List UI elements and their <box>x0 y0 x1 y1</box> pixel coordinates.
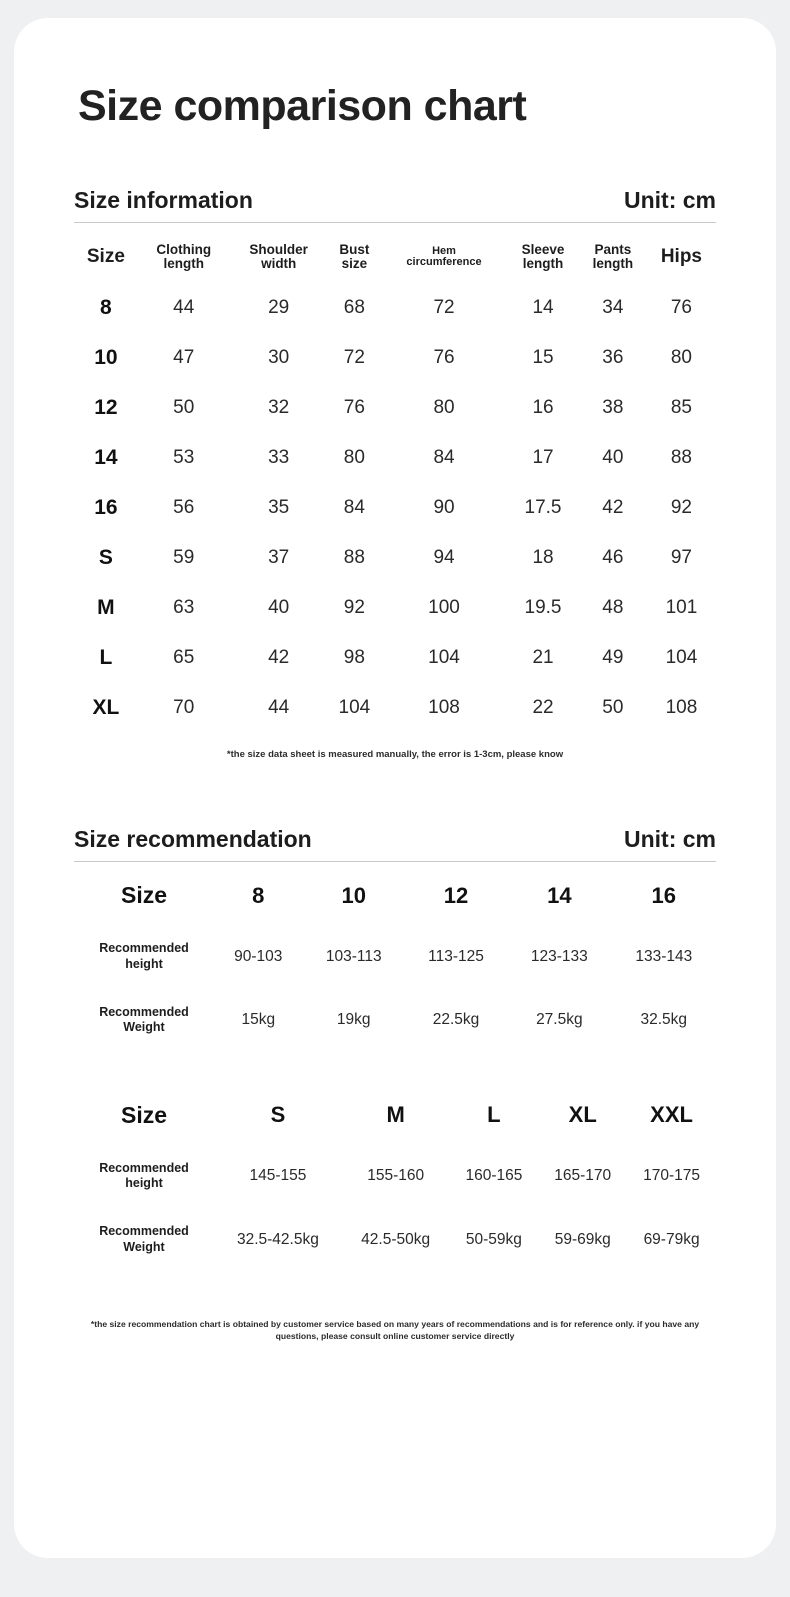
column-header: Clothing length <box>156 242 212 272</box>
measurement-value: 85 <box>670 397 692 419</box>
recommended-weight-value: 69-79kg <box>643 1230 700 1248</box>
column-header: Hem circumference <box>406 244 482 269</box>
measurement-value: 100 <box>428 597 460 619</box>
measurement-value: 44 <box>173 297 195 319</box>
recommended-weight-value: 15kg <box>241 1011 276 1029</box>
size-label: L <box>99 646 113 670</box>
column-header: Size <box>86 246 125 268</box>
size-information-table <box>74 229 716 733</box>
measurement-value: 108 <box>428 697 460 719</box>
size-information-section <box>74 187 716 760</box>
measurement-value: 32 <box>268 397 290 419</box>
divider <box>74 222 716 223</box>
measurement-value: 44 <box>268 697 290 719</box>
table-row <box>74 433 716 483</box>
table-row <box>74 1086 716 1145</box>
measurement-value: 21 <box>532 647 554 669</box>
measurement-value: 88 <box>343 547 365 569</box>
table-row <box>74 683 716 733</box>
row-label-height: Recommended height <box>99 1160 189 1191</box>
measurement-value: 80 <box>433 397 455 419</box>
column-header: Sleeve length <box>521 242 565 272</box>
size-recommendation-header <box>74 826 716 861</box>
table-row <box>74 989 716 1052</box>
size-label: XL <box>92 696 120 720</box>
measurement-value: 16 <box>532 397 554 419</box>
table-body <box>74 283 716 733</box>
row-label-weight: Recommended Weight <box>99 1004 189 1035</box>
recommended-weight-value: 32.5kg <box>640 1011 688 1029</box>
measurement-value: 46 <box>602 547 624 569</box>
table-row <box>74 383 716 433</box>
size-recommendation-heading: Size recommendation <box>74 826 312 853</box>
measurement-value: 68 <box>343 297 365 319</box>
measurement-value: 92 <box>343 597 365 619</box>
size-information-unit: Unit: cm <box>624 187 716 213</box>
recommended-height-value: 133-143 <box>635 947 693 965</box>
size-label: M <box>97 596 115 620</box>
size-label: 12 <box>94 396 118 420</box>
measurement-value: 40 <box>602 447 624 469</box>
recommended-height-value: 170-175 <box>643 1167 701 1185</box>
measurement-value: 63 <box>173 597 195 619</box>
recommended-weight-value: 19kg <box>336 1011 371 1029</box>
recommended-height-value: 165-170 <box>554 1167 612 1185</box>
measurement-value: 22 <box>532 697 554 719</box>
measurement-value: 37 <box>268 547 290 569</box>
size-label: M <box>386 1102 405 1128</box>
divider <box>74 861 716 862</box>
table-row <box>74 866 716 925</box>
measurement-value: 38 <box>602 397 624 419</box>
row-label-weight: Recommended Weight <box>99 1224 189 1254</box>
row-label-height: Recommended height <box>99 941 189 971</box>
row-label-size: Size <box>120 1101 168 1128</box>
size-label: XXL <box>650 1102 693 1128</box>
measurement-value: 48 <box>602 597 624 619</box>
measurement-value: 53 <box>173 447 195 469</box>
column-header: Hips <box>660 246 703 268</box>
column-header: Shoulder width <box>249 242 308 272</box>
size-label: 10 <box>341 882 366 908</box>
measurement-value: 50 <box>602 697 624 719</box>
measurement-value: 56 <box>173 497 195 519</box>
measurement-value: 97 <box>670 547 692 569</box>
measurement-value: 88 <box>670 447 692 469</box>
measurement-value: 35 <box>268 497 290 519</box>
measurement-value: 49 <box>602 647 624 669</box>
recommended-height-value: 90-103 <box>234 947 283 965</box>
recommended-height-value: 160-165 <box>465 1167 523 1185</box>
table-row <box>74 583 716 633</box>
size-recommendation-unit: Unit: cm <box>624 826 716 853</box>
measurement-value: 76 <box>670 297 692 319</box>
measurement-value: 70 <box>173 697 195 719</box>
measurement-value: 36 <box>602 347 624 369</box>
size-recommendation-section <box>74 826 716 1341</box>
measurement-value: 108 <box>665 697 698 719</box>
table-row <box>74 333 716 383</box>
measurement-value: 42 <box>268 647 290 669</box>
recommended-height-value: 155-160 <box>367 1167 425 1185</box>
measurement-value: 72 <box>433 297 455 319</box>
measurement-value: 33 <box>268 447 290 469</box>
size-label: 10 <box>94 346 118 370</box>
table-row <box>74 1145 716 1208</box>
measurement-value: 65 <box>173 647 195 669</box>
measurement-value: 76 <box>343 397 365 419</box>
recommended-height-value: 103-113 <box>325 947 382 965</box>
measurement-note: *the size data sheet is measured manually, the error is 1-3cm, please know <box>226 749 564 761</box>
measurement-value: 30 <box>268 347 290 369</box>
measurement-value: 47 <box>173 347 195 369</box>
measurement-value: 34 <box>602 297 624 319</box>
table-row <box>74 633 716 683</box>
measurement-value: 92 <box>670 497 692 519</box>
measurement-value: 15 <box>532 347 554 369</box>
table-header-row <box>74 229 716 283</box>
table-body <box>74 866 716 1052</box>
measurement-value: 59 <box>173 547 195 569</box>
measurement-value: 101 <box>665 597 698 619</box>
size-information-header <box>74 187 716 222</box>
recommended-height-value: 123-133 <box>530 947 588 965</box>
row-label-size: Size <box>120 882 168 909</box>
table-body <box>74 1086 716 1272</box>
recommended-weight-value: 27.5kg <box>536 1011 583 1029</box>
recommendation-table-adults <box>74 1086 716 1272</box>
size-information-heading: Size information <box>74 187 253 213</box>
measurement-value: 80 <box>670 347 692 369</box>
recommended-weight-value: 59-69kg <box>554 1230 611 1248</box>
size-label: 8 <box>252 882 265 908</box>
measurement-value: 19.5 <box>524 597 562 619</box>
recommendation-table-kids <box>74 866 716 1052</box>
recommended-height-value: 113-125 <box>428 947 484 965</box>
size-label: L <box>487 1102 501 1128</box>
measurement-value: 104 <box>338 697 371 719</box>
size-label: S <box>270 1102 286 1128</box>
recommended-weight-value: 32.5-42.5kg <box>236 1230 319 1248</box>
measurement-value: 72 <box>343 347 365 369</box>
size-label: 8 <box>100 296 112 320</box>
spacer <box>74 1052 716 1082</box>
table-row <box>74 533 716 583</box>
measurement-value: 42 <box>602 497 624 519</box>
measurement-value: 84 <box>433 447 455 469</box>
table-row <box>74 483 716 533</box>
measurement-value: 98 <box>343 647 365 669</box>
measurement-value: 76 <box>433 347 455 369</box>
size-label: S <box>98 546 113 570</box>
size-label: 12 <box>443 882 469 908</box>
measurement-value: 17.5 <box>524 497 562 519</box>
measurement-value: 40 <box>268 597 290 619</box>
measurement-value: 104 <box>428 647 460 669</box>
table-row <box>74 925 716 988</box>
size-label: XL <box>568 1102 597 1128</box>
column-header: Bust size <box>339 242 370 272</box>
recommended-weight-value: 50-59kg <box>465 1230 522 1248</box>
recommended-height-value: 145-155 <box>249 1167 307 1185</box>
size-label: 14 <box>547 882 572 908</box>
size-label: 14 <box>94 446 118 470</box>
measurement-value: 50 <box>173 397 195 419</box>
table-row <box>74 1208 716 1271</box>
size-chart-card <box>14 18 776 1558</box>
measurement-value: 104 <box>665 647 698 669</box>
measurement-value: 90 <box>433 497 455 519</box>
recommended-weight-value: 42.5-50kg <box>361 1230 431 1248</box>
measurement-value: 80 <box>343 447 365 469</box>
size-label: 16 <box>651 882 677 908</box>
measurement-value: 94 <box>433 547 455 569</box>
measurement-value: 84 <box>343 497 365 519</box>
measurement-value: 18 <box>532 547 554 569</box>
table-row <box>74 283 716 333</box>
recommendation-footer-note: *the size recommendation chart is obtained by customer service based on many years of recommendations and is for reference only. if you have any questions, please consult online customer service directly <box>90 1319 700 1341</box>
size-label: 16 <box>94 496 118 520</box>
measurement-value: 29 <box>268 297 290 319</box>
column-header: Pants length <box>592 242 634 272</box>
recommended-weight-value: 22.5kg <box>432 1011 480 1029</box>
measurement-value: 17 <box>532 447 554 469</box>
page-title: Size comparison chart <box>78 82 527 130</box>
measurement-value: 14 <box>532 297 554 319</box>
